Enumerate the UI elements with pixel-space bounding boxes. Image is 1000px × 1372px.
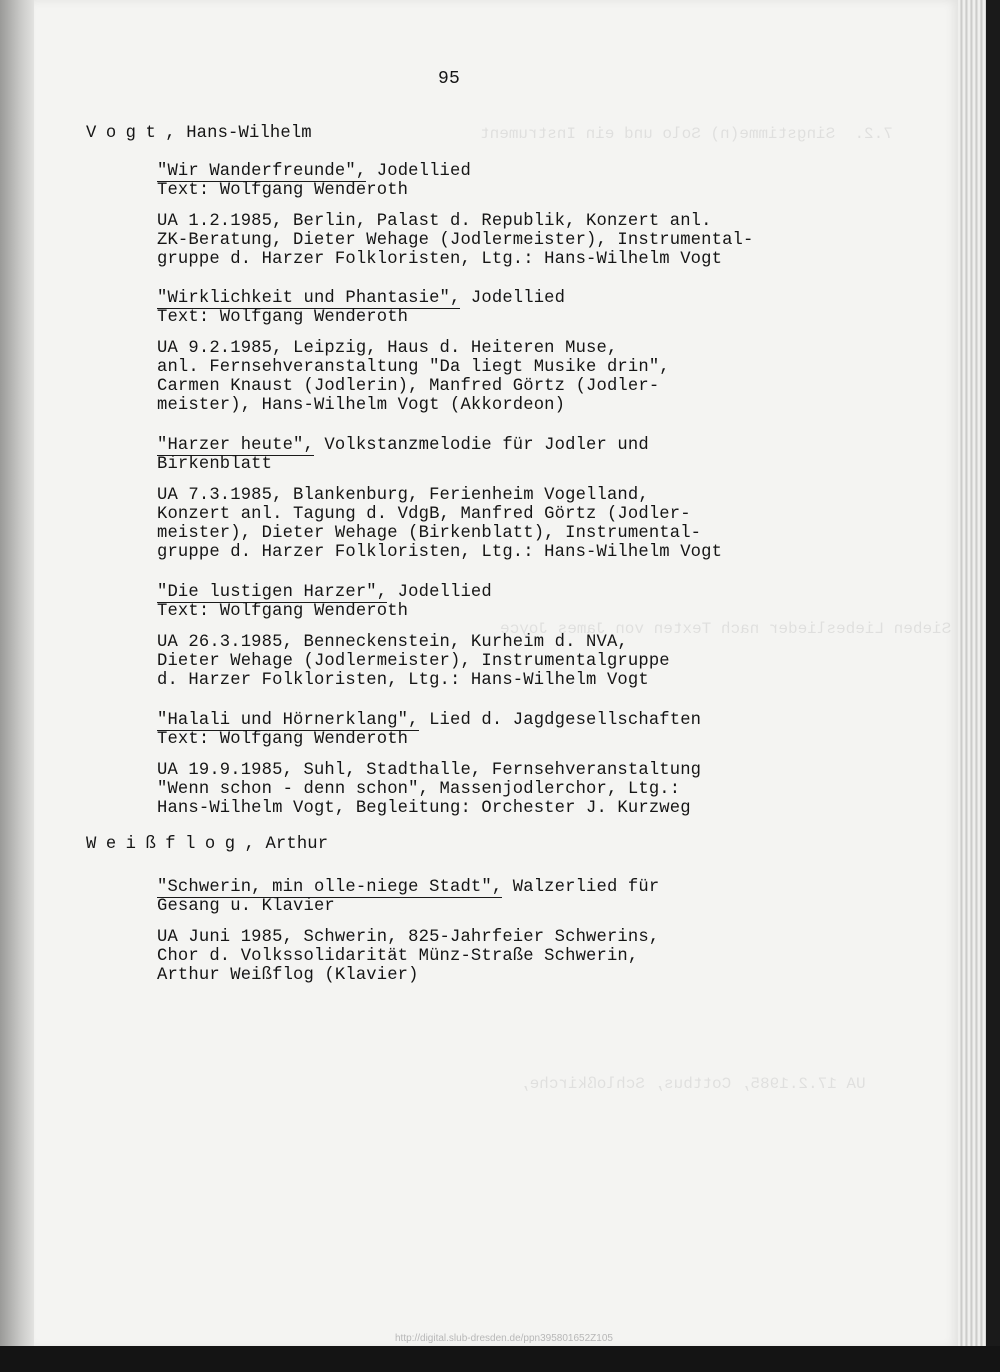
premiere-line: UA 26.3.1985, Benneckenstein, Kurheim d. NVA, <box>157 633 628 652</box>
bleed-through: Sieben Liebeslieder nach Texten von James Joyce <box>500 620 952 638</box>
composer-heading: Vogt, Hans-Wilhelm <box>86 124 312 143</box>
work-genre-continued: Birkenblatt <box>157 455 273 474</box>
work-title-line <box>157 162 471 181</box>
premiere-line: UA Juni 1985, Schwerin, 825-Jahrfeier Schwerins, <box>157 928 660 947</box>
premiere-line: "Wenn schon - denn schon", Massenjodlerchor, Ltg.: <box>157 780 681 799</box>
work-title: "Halali und Hörnerklang", <box>157 711 419 730</box>
premiere-line: Carmen Knaust (Jodlerin), Manfred Görtz (Jodler- <box>157 377 660 396</box>
premiere-line: gruppe d. Harzer Folkloristen, Ltg.: Hans-Wilhelm Vogt <box>157 250 723 269</box>
work-text-credit: Text: Wolfgang Wenderoth <box>157 308 409 327</box>
premiere-line: Konzert anl. Tagung d. VdgB, Manfred Görtz (Jodler- <box>157 505 691 524</box>
work-title-line <box>157 711 701 730</box>
work-title-line <box>157 583 492 602</box>
work-title: "Wir Wanderfreunde", <box>157 162 367 181</box>
composer-given-name: Hans-Wilhelm <box>186 124 312 143</box>
work-genre: Jodellied <box>460 289 566 308</box>
work-title-line <box>157 878 659 897</box>
composer-surname: Vogt <box>86 124 166 143</box>
work-genre: Jodellied <box>387 583 492 602</box>
work-text-credit: Text: Wolfgang Wenderoth <box>157 602 409 621</box>
work-text-credit: Text: Wolfgang Wenderoth <box>157 730 409 749</box>
premiere-line: Chor d. Volkssolidarität Münz-Straße Schwerin, <box>157 947 639 966</box>
scan-left-shadow <box>0 0 34 1372</box>
bleed-through: 7.2. Singstimme(n) Solo und ein Instrument <box>480 125 893 143</box>
work-genre: Volkstanzmelodie für Jodler und <box>313 436 649 455</box>
page-number: 95 <box>438 69 460 89</box>
premiere-line: d. Harzer Folkloristen, Ltg.: Hans-Wilhelm Vogt <box>157 671 649 690</box>
premiere-line: Hans-Wilhelm Vogt, Begleitung: Orchester J. Kurzweg <box>157 799 691 818</box>
premiere-line: Dieter Wehage (Jodlermeister), Instrumentalgruppe <box>157 652 670 671</box>
work-title-line <box>157 436 649 455</box>
premiere-line: UA 1.2.1985, Berlin, Palast d. Republik, Konzert anl. <box>157 212 712 231</box>
premiere-line: meister), Dieter Wehage (Birkenblatt), Instrumental- <box>157 524 702 543</box>
scan-bottom-border <box>0 1346 1000 1372</box>
premiere-line: gruppe d. Harzer Folkloristen, Ltg.: Hans-Wilhelm Vogt <box>157 543 723 562</box>
work-genre: Jodellied <box>366 162 471 181</box>
work-title: "Harzer heute", <box>157 436 314 455</box>
composer-heading: Weißflog, Arthur <box>86 835 329 854</box>
premiere-line: UA 7.3.1985, Blankenburg, Ferienheim Vogelland, <box>157 486 649 505</box>
work-genre-continued: Gesang u. Klavier <box>157 897 335 916</box>
premiere-line: UA 19.9.1985, Suhl, Stadthalle, Fernsehveranstaltung <box>157 761 702 780</box>
digitization-url: http://digital.slub-dresden.de/ppn395801652Z105 <box>395 1333 613 1344</box>
premiere-line: UA 9.2.1985, Leipzig, Haus d. Heiteren Muse, <box>157 339 618 358</box>
work-title: "Die lustigen Harzer", <box>157 583 388 602</box>
premiere-line: Arthur Weißflog (Klavier) <box>157 966 419 985</box>
work-genre: Walzerlied für <box>502 878 660 897</box>
premiere-line: anl. Fernsehveranstaltung "Da liegt Musike drin", <box>157 358 670 377</box>
work-title-line <box>157 289 565 308</box>
work-genre: Lied d. Jagdgesellschaften <box>418 711 702 730</box>
work-title: "Wirklichkeit und Phantasie", <box>157 289 461 308</box>
scan-right-border <box>986 0 1000 1372</box>
premiere-line: meister), Hans-Wilhelm Vogt (Akkordeon) <box>157 396 566 415</box>
premiere-line: ZK-Beratung, Dieter Wehage (Jodlermeister), Instrumental- <box>157 231 754 250</box>
work-title: "Schwerin, min olle-niege Stadt", <box>157 878 503 897</box>
composer-surname: Weißflog <box>86 835 245 854</box>
bleed-through: UA 17.2.1985, Cottbus, Schloßkirche, <box>520 1075 866 1093</box>
page-edge-stack <box>958 0 986 1348</box>
composer-given-name: Arthur <box>265 835 329 854</box>
work-text-credit: Text: Wolfgang Wenderoth <box>157 181 409 200</box>
